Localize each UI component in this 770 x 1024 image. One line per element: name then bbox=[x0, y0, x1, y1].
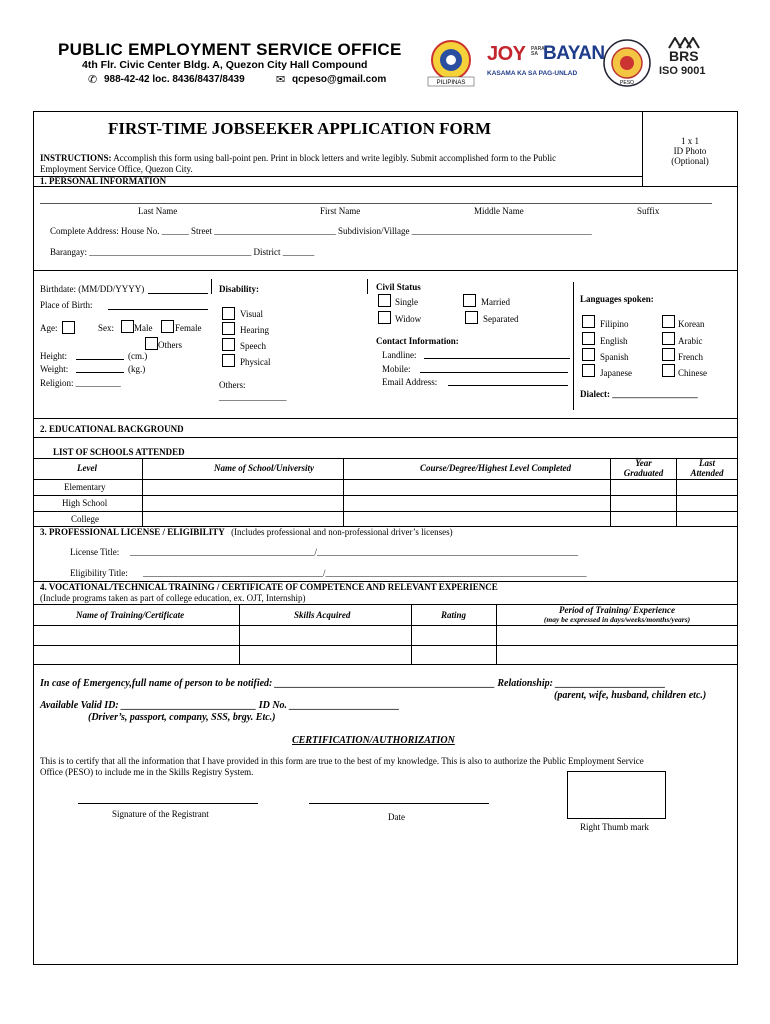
chinese-checkbox[interactable] bbox=[662, 364, 675, 377]
japanese-label: Japanese bbox=[600, 368, 632, 378]
col-period-note: (may be expressed in days/weeks/months/years) bbox=[543, 615, 691, 624]
suffix-label: Suffix bbox=[637, 206, 660, 216]
eligibility-title-label: Eligibility Title: bbox=[70, 568, 128, 578]
filipino-checkbox[interactable] bbox=[582, 315, 595, 328]
korean-label: Korean bbox=[678, 319, 705, 329]
english-checkbox[interactable] bbox=[582, 332, 595, 345]
place-of-birth-input[interactable] bbox=[108, 309, 208, 310]
col-period-of-training: Period of Training/ Experience bbox=[559, 605, 675, 615]
list-of-schools-label: LIST OF SCHOOLS ATTENDED bbox=[53, 447, 185, 457]
male-label: Male bbox=[134, 323, 153, 333]
instructions bbox=[40, 153, 556, 164]
sex-label: Sex: bbox=[98, 323, 115, 333]
valid-id-note: (Driver’s, passport, company, SSS, brgy. Etc.) bbox=[88, 712, 276, 723]
birthdate-label: Birthdate: (MM/DD/YYYY) bbox=[40, 284, 145, 294]
physical-checkbox[interactable] bbox=[222, 354, 235, 367]
height-unit: (cm.) bbox=[128, 351, 148, 361]
date-label: Date bbox=[388, 812, 405, 822]
email-address-input[interactable] bbox=[448, 385, 568, 386]
japanese-checkbox[interactable] bbox=[582, 364, 595, 377]
arabic-checkbox[interactable] bbox=[662, 332, 675, 345]
spanish-label: Spanish bbox=[600, 352, 629, 362]
certification-text-1: This is to certify that all the information that I have provided in this form are true to the best of my knowledge. This is also to authorize the Public Employment Service bbox=[40, 756, 644, 766]
col-training-name: Name of Training/Certificate bbox=[76, 610, 185, 620]
hearing-label: Hearing bbox=[240, 325, 269, 335]
civil-status-label: Civil Status bbox=[376, 282, 421, 292]
hearing-checkbox[interactable] bbox=[222, 322, 235, 335]
email-icon: ✉ bbox=[276, 74, 286, 86]
widow-checkbox[interactable] bbox=[378, 311, 391, 324]
weight-input[interactable] bbox=[76, 372, 124, 373]
id-photo-box[interactable] bbox=[643, 112, 737, 186]
logo-tagline: KASAMA KA SA PAG-UNLAD bbox=[487, 70, 578, 77]
office-name: PUBLIC EMPLOYMENT SERVICE OFFICE bbox=[58, 40, 402, 59]
instructions-label: INSTRUCTIONS: bbox=[40, 153, 112, 163]
section-license-note: (Includes professional and non-professional driver’s licenses) bbox=[231, 527, 453, 537]
iso-logo-text: ISO 9001 bbox=[659, 65, 706, 77]
mobile-input[interactable] bbox=[420, 372, 568, 373]
section-license-title: 3. PROFESSIONAL LICENSE / ELIGIBILITY bbox=[40, 527, 225, 537]
emergency-contact-field[interactable]: In case of Emergency,full name of person to be notified: ____________________________________________ Relationship: ______________________ bbox=[40, 678, 666, 689]
relationship-note: (parent, wife, husband, children etc.) bbox=[554, 690, 707, 701]
eligibility-title-input[interactable]: ________________________________________/__________________________________________________________ bbox=[143, 568, 587, 578]
section-educational-background: 2. EDUCATIONAL BACKGROUND bbox=[40, 424, 184, 434]
col-level: Level bbox=[77, 463, 97, 473]
photo-label: ID Photo bbox=[673, 146, 707, 156]
single-checkbox[interactable] bbox=[378, 294, 391, 307]
mobile-label: Mobile: bbox=[382, 364, 411, 374]
first-name-label: First Name bbox=[320, 206, 361, 216]
joy-logo-text: JOY bbox=[487, 43, 526, 65]
speech-checkbox[interactable] bbox=[222, 338, 235, 351]
visual-label: Visual bbox=[240, 309, 263, 319]
instructions-text-2: Employment Service Office, Quezon City. bbox=[40, 164, 193, 174]
bayan-logo-text: BAYAN bbox=[543, 43, 605, 64]
office-phone: 988-42-42 loc. 8436/8437/8439 bbox=[104, 74, 245, 85]
disability-label: Disability: bbox=[219, 284, 260, 294]
name-input-line[interactable] bbox=[40, 203, 712, 204]
others-sex-label: Others bbox=[158, 340, 182, 350]
married-label: Married bbox=[481, 297, 510, 307]
row-level-college: College bbox=[71, 514, 99, 524]
age-input[interactable] bbox=[62, 321, 75, 334]
peso-seal-logo bbox=[602, 38, 652, 88]
others-sex-checkbox[interactable] bbox=[145, 337, 158, 350]
separated-label: Separated bbox=[483, 314, 519, 324]
col-last-attended-2: Attended bbox=[690, 468, 724, 478]
certification-text-2: Office (PESO) to include me in the Skills Registry System. bbox=[40, 767, 254, 777]
section-vocational-training: 4. VOCATIONAL/TECHNICAL TRAINING / CERTIFICATE OF COMPETENCE AND RELEVANT EXPERIENCE bbox=[40, 582, 498, 592]
french-label: French bbox=[678, 352, 703, 362]
email-address-label: Email Address: bbox=[382, 377, 438, 387]
row-level-high-school: High School bbox=[62, 498, 108, 508]
birthdate-input[interactable] bbox=[148, 293, 208, 294]
weight-label: Weight: bbox=[40, 364, 69, 374]
weight-unit: (kg.) bbox=[128, 364, 146, 374]
certification-title: CERTIFICATION/AUTHORIZATION bbox=[292, 735, 455, 746]
para-sa-logo-text: PARA SA bbox=[531, 46, 545, 57]
col-school: Name of School/University bbox=[214, 463, 314, 473]
thumb-mark-box[interactable] bbox=[567, 771, 666, 819]
filipino-label: Filipino bbox=[600, 319, 629, 329]
barangay-field[interactable]: Barangay: ____________________________________ District _______ bbox=[50, 247, 315, 257]
signature-input[interactable] bbox=[78, 803, 258, 804]
instructions-text-1: Accomplish this form using ball-point pen. Print in block letters and write legibly. Submit accomplished form to the Public bbox=[113, 153, 557, 163]
chinese-label: Chinese bbox=[678, 368, 707, 378]
dialect-field[interactable]: Dialect: ___________________ bbox=[580, 389, 698, 399]
male-checkbox[interactable] bbox=[121, 320, 134, 333]
office-address: 4th Flr. Civic Center Bldg. A, Quezon City Hall Compound bbox=[82, 59, 368, 71]
last-name-label: Last Name bbox=[138, 206, 178, 216]
license-title-input[interactable]: _________________________________________/__________________________________________________________ bbox=[130, 547, 579, 557]
valid-id-field[interactable]: Available Valid ID: ___________________________ ID No. ______________________ bbox=[40, 700, 400, 711]
height-label: Height: bbox=[40, 351, 67, 361]
date-input[interactable] bbox=[309, 803, 489, 804]
iso-certification-logo bbox=[655, 37, 715, 89]
peso-logo-text: PESO bbox=[620, 80, 634, 86]
section-personal-information: 1. PERSONAL INFORMATION bbox=[40, 176, 167, 186]
korean-checkbox[interactable] bbox=[662, 315, 675, 328]
landline-input[interactable] bbox=[424, 358, 570, 359]
physical-label: Physical bbox=[240, 357, 271, 367]
contact-information-label: Contact Information: bbox=[376, 336, 459, 346]
age-label: Age: bbox=[40, 323, 58, 333]
female-checkbox[interactable] bbox=[161, 320, 174, 333]
pilipinas-seal-logo bbox=[420, 38, 482, 88]
place-of-birth-label: Place of Birth: bbox=[40, 300, 93, 310]
married-checkbox[interactable] bbox=[463, 294, 476, 307]
photo-optional-label: (Optional) bbox=[671, 156, 709, 166]
license-title-label: License Title: bbox=[70, 547, 120, 557]
section-vocational-note: (Include programs taken as part of college education, ex. OJT, Internship) bbox=[40, 593, 306, 603]
joy-bayan-logo bbox=[487, 43, 605, 83]
landline-label: Landline: bbox=[382, 350, 417, 360]
col-rating: Rating bbox=[441, 610, 467, 620]
brs-logo-text: BRS bbox=[669, 48, 699, 64]
middle-name-label: Middle Name bbox=[474, 206, 524, 216]
english-label: English bbox=[600, 336, 628, 346]
complete-address-field[interactable]: Complete Address: House No. ______ Street ___________________________ Subdivision/Village ________________________________________ bbox=[50, 226, 592, 236]
french-checkbox[interactable] bbox=[662, 348, 675, 361]
phone-icon: ✆ bbox=[88, 74, 98, 86]
single-label: Single bbox=[395, 297, 419, 307]
col-year-graduated-1: Year bbox=[635, 458, 652, 468]
form-title: FIRST-TIME JOBSEEKER APPLICATION FORM bbox=[108, 119, 492, 138]
photo-size-label: 1 x 1 bbox=[681, 136, 699, 146]
disability-others-input[interactable]: _______________ bbox=[219, 392, 287, 402]
separated-checkbox[interactable] bbox=[465, 311, 478, 324]
arabic-label: Arabic bbox=[678, 336, 703, 346]
widow-label: Widow bbox=[395, 314, 422, 324]
col-skills-acquired: Skills Acquired bbox=[294, 610, 351, 620]
office-email: qcpeso@gmail.com bbox=[292, 74, 387, 85]
col-year-graduated-2: Graduated bbox=[623, 468, 664, 478]
col-last-attended-1: Last bbox=[698, 458, 715, 468]
row-level-elementary: Elementary bbox=[64, 482, 106, 492]
female-label: Female bbox=[175, 323, 202, 333]
religion-field[interactable]: Religion: __________ bbox=[40, 378, 121, 388]
pilipinas-logo-text: PILIPINAS bbox=[436, 80, 466, 86]
speech-label: Speech bbox=[240, 341, 266, 351]
thumb-mark-label: Right Thumb mark bbox=[580, 822, 649, 832]
disability-others-label: Others: bbox=[219, 380, 246, 390]
spanish-checkbox[interactable] bbox=[582, 348, 595, 361]
col-course: Course/Degree/Highest Level Completed bbox=[420, 463, 571, 473]
visual-checkbox[interactable] bbox=[222, 307, 235, 320]
section-professional-license bbox=[40, 527, 453, 538]
languages-spoken-label: Languages spoken: bbox=[580, 294, 654, 304]
signature-label: Signature of the Registrant bbox=[112, 809, 209, 819]
height-input[interactable] bbox=[76, 359, 124, 360]
